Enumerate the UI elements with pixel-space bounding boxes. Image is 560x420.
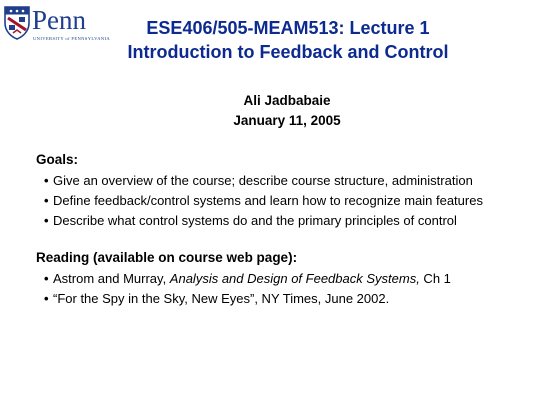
lecture-date: January 11, 2005: [233, 113, 341, 128]
slide-title-line-2: Introduction to Feedback and Control: [127, 42, 449, 62]
reading-section: [36, 248, 556, 309]
list-item: [36, 211, 556, 231]
bullet-icon: •: [44, 193, 49, 208]
slide-title-line-1: ESE406/505-MEAM513: Lecture 1: [146, 18, 430, 38]
penn-wordmark: Penn: [32, 5, 86, 35]
bullet-icon: •: [44, 213, 49, 228]
reading-prefix: Astrom and Murray,: [53, 271, 170, 286]
goal-text: Give an overview of the course; describe course structure, administration: [53, 173, 473, 188]
bullet-icon: •: [44, 271, 49, 286]
goals-section: [36, 150, 556, 231]
slide-title: [0, 16, 560, 64]
list-item: [36, 191, 556, 211]
list-item: [36, 289, 556, 309]
author-block: [0, 91, 560, 131]
goals-heading: Goals:: [36, 152, 79, 167]
reading-heading: Reading (available on course web page):: [36, 250, 298, 265]
bullet-icon: •: [44, 173, 49, 188]
book-title: Analysis and Design of Feedback Systems,: [169, 271, 420, 286]
bullet-icon: •: [44, 291, 49, 306]
reading-suffix: Ch 1: [419, 271, 451, 286]
list-item: [36, 171, 556, 191]
penn-subline: UNIVERSITY of PENNSYLVANIA: [33, 36, 111, 41]
goal-text: Describe what control systems do and the primary principles of control: [53, 213, 457, 228]
list-item: [36, 269, 556, 289]
reading-list: [36, 269, 556, 309]
goals-list: [36, 171, 556, 231]
author-name: Ali Jadbabaie: [243, 93, 331, 108]
article-citation: “For the Spy in the Sky, New Eyes”, NY Times, June 2002.: [53, 291, 390, 306]
goal-text: Define feedback/control systems and learn how to recognize main features: [53, 193, 483, 208]
